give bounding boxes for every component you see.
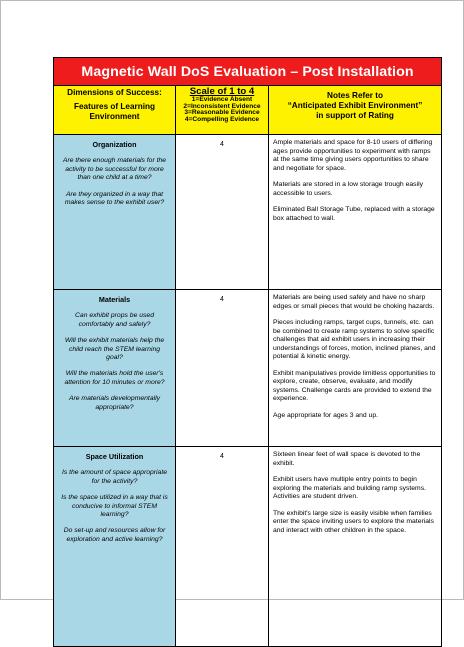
header-notes <box>269 86 442 135</box>
header-notes-line2: “Anticipated Exhibit Environment” <box>287 101 423 110</box>
note-text: Materials are being used safely and have no sharp edges or small pieces that would be choking hazards. <box>273 294 435 310</box>
notes-cell <box>269 135 442 290</box>
header-row <box>54 86 442 135</box>
dimension-title: Materials <box>98 295 131 304</box>
header-notes-line1: Notes Refer to <box>327 91 383 100</box>
document-title: Magnetic Wall DoS Evaluation – Post Installation <box>54 58 442 86</box>
scale-item: 2=Inconsistent Evidence <box>183 102 261 110</box>
header-dimensions-line3: Environment <box>89 112 140 121</box>
header-dimensions-line2: Features of Learning <box>74 102 155 111</box>
scale-item: 3=Reasonable Evidence <box>184 109 260 117</box>
note-text: The exhibit's large size is easily visible when families enter the space inviting users to explore the materials and interact with other children in the space. <box>273 509 434 534</box>
dimension-title: Space Utilization <box>85 452 144 461</box>
table-row-organization <box>54 135 442 290</box>
note-text: Age appropriate for ages 3 and up. <box>273 411 379 419</box>
question-text: Are materials developmentally appropriate? <box>68 395 161 411</box>
question-text: Is the space utilized in a way that is conducive to informal STEM learning? <box>61 494 168 519</box>
header-scale <box>176 86 269 135</box>
note-text: Sixteen linear feet of wall space is devoted to the exhibit. <box>273 451 421 467</box>
evaluation-table <box>53 57 442 647</box>
note-text: Exhibit manipulatives provide limitless opportunities to explore, create, observe, evaluate, and modify systems. Challenge cards are provided to extend the experience. <box>273 369 436 402</box>
scale-title: Scale of 1 to 4 <box>189 86 255 97</box>
header-dimensions <box>54 86 176 135</box>
rating-cell: 4 <box>176 447 269 647</box>
dimension-title: Organization <box>92 140 137 149</box>
question-text: Are they organized in a way that makes sense to the exhibit user? <box>64 190 165 207</box>
header-dimensions-line1: Dimensions of Success: <box>67 88 162 97</box>
question-text: Do set-up and resources allow for exploration and active learning? <box>63 527 166 543</box>
question-text: Will the materials hold the user's attention for 10 minutes or more? <box>64 370 165 386</box>
header-notes-line3: in support of Rating <box>316 111 394 120</box>
dimension-cell <box>54 447 176 647</box>
scale-item: 4=Compelling Evidence <box>184 115 260 123</box>
scale-item: 1=Evidence Absent <box>191 96 253 103</box>
note-text: Materials are stored in a low storage trough easily accessible to users. <box>273 181 423 197</box>
dimension-cell <box>54 290 176 447</box>
table-row-materials <box>54 290 442 447</box>
rating-cell: 4 <box>176 135 269 290</box>
dimension-cell <box>54 135 176 290</box>
question-text: Is the amount of space appropriate for the activity? <box>61 469 168 485</box>
question-text: Can exhibit props be used comfortably and safely? <box>75 312 154 328</box>
rating-cell: 4 <box>176 290 269 447</box>
question-text: Are there enough materials for the activity to be successful for more than one child at a time? <box>62 157 167 182</box>
notes-cell <box>269 290 442 447</box>
note-text: Ample materials and space for 8-10 users of differing ages provide opportunities to experiment with ramps at the same time giving users opportunities to share and negotiate for space. <box>273 139 433 172</box>
note-text: Exhibit users have multiple entry points to begin exploring the materials and building ramp systems. Activities are student driven. <box>273 476 427 500</box>
notes-cell <box>269 447 442 647</box>
question-text: Will the exhibit materials help the child reach the STEM learning goal? <box>64 337 165 362</box>
note-text: Pieces including ramps, target cups, tunnels, etc. can be combined to create ramp systems to solve specific challenges that aid exhibit users in increasing their understandings of forces, motion, inclined planes, and potential & kinetic energy. <box>273 319 436 360</box>
note-text: Eliminated Ball Storage Tube, replaced with a storage box attached to wall. <box>273 206 435 222</box>
table-row-space-utilization <box>54 447 442 647</box>
